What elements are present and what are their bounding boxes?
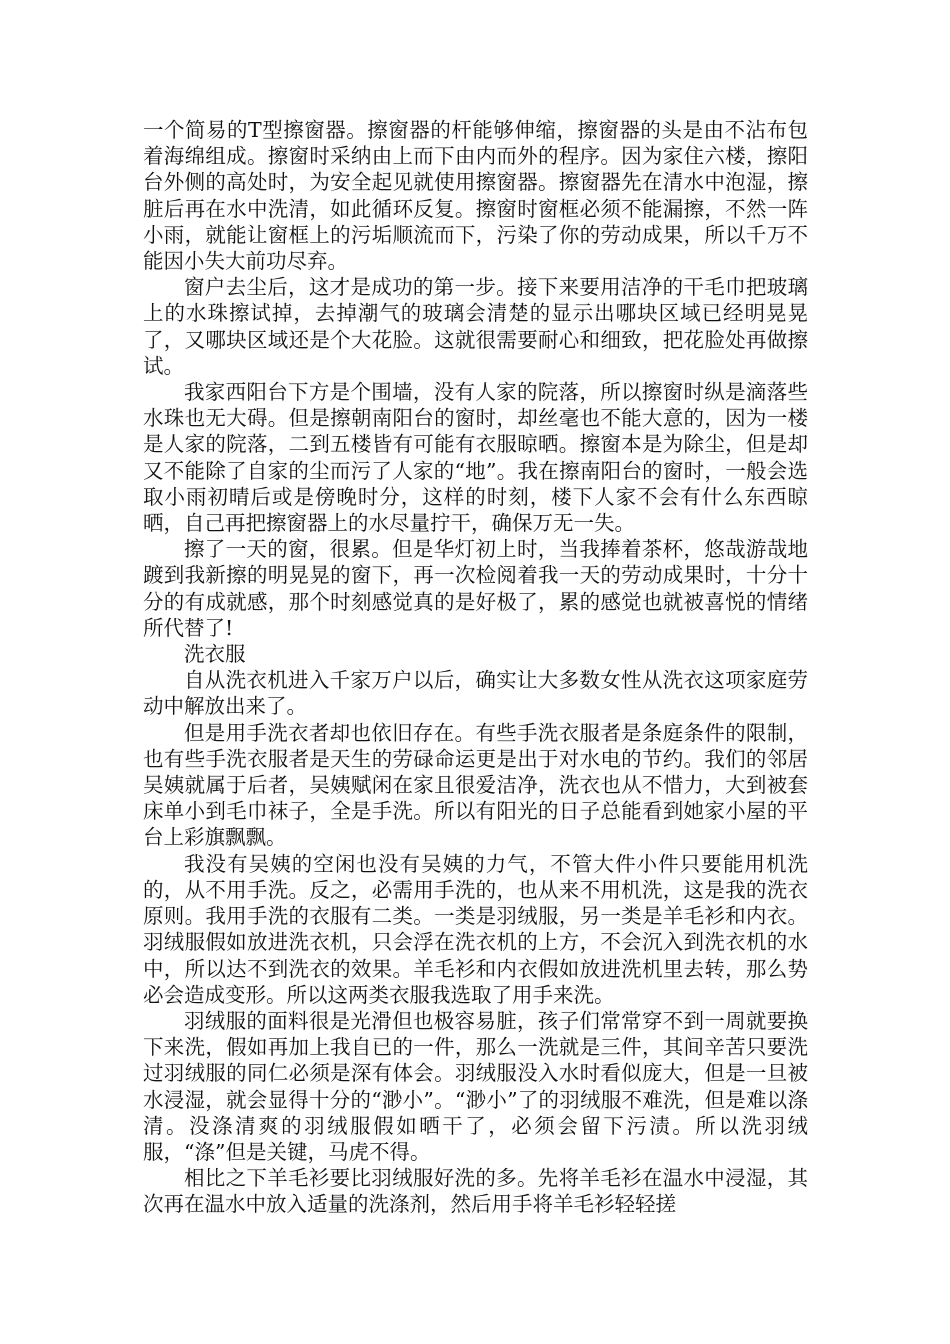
paragraph-7: 但是用手洗衣者却也依旧存在。有些手洗衣服者是条庭条件的限制，也有些手洗衣服者是天生的劳碌命运更是出于对水电的节约。我们的邻居吴姨就属于后者，吴姨赋闲在家且很爱洁净，洗衣也从不惜力，大到被套床单小到毛巾袜子，全是手洗。所以有阳光的日子总能看到她家小屋的平台上彩旗飘飘。 (143, 720, 808, 850)
paragraph-6: 自从洗衣机进入千家万户以后，确实让大多数女性从洗衣这项家庭劳动中解放出来了。 (143, 668, 808, 719)
paragraph-1: 一个简易的T型擦窗器。擦窗器的杆能够伸缩，擦窗器的头是由不沾布包着海绵组成。擦窗时采纳由上而下由内而外的程序。因为家住六楼，擦阳台外侧的高处时，为安全起见就使用擦窗器。擦窗器先在清水中泡湿，擦脏后再在水中洗清，如此循环反复。擦窗时窗框必须不能漏擦，不然一阵小雨，就能让窗框上的污垢顺流而下，污染了你的劳动成果，所以千万不能因小失大前功尽弃。 (143, 118, 808, 274)
paragraph-2: 窗户去尘后，这才是成功的第一步。接下来要用洁净的干毛巾把玻璃上的水珠擦试掉，去掉潮气的玻璃会清楚的显示出哪块区域已经明晃晃了，又哪块区域还是个大花脸。这就很需要耐心和细致，把花脸处再做擦试。 (143, 275, 808, 378)
paragraph-9: 羽绒服的面料很是光滑但也极容易脏，孩子们常常穿不到一周就要换下来洗，假如再加上我自已的一件，那么一洗就是三件，其间辛苦只要洗过羽绒服的同仁必须是深有体会。羽绒服没入水时看似庞大，但是一旦被水浸湿，就会显得十分的“渺小”。“渺小”了的羽绒服不难洗，但是难以涤清。没涤清爽的羽绒服假如晒干了，必须会留下污渍。所以洗羽绒服，“涤”但是关键，马虎不得。 (143, 1008, 808, 1164)
document-body (143, 117, 808, 1218)
section-heading-laundry: 洗衣服 (184, 642, 246, 667)
paragraph-4: 擦了一天的窗，很累。但是华灯初上时，当我捧着茶杯，悠哉游哉地踱到我新擦的明晃晃的窗下，再一次检阅着我一天的劳动成果时，十分十分的有成就感，那个时刻感觉真的是好极了，累的感觉也就被喜悦的情绪所代替了! (143, 537, 808, 640)
paragraph-8: 我没有吴姨的空闲也没有吴姨的力气，不管大件小件只要能用机洗的，从不用手洗。反之，必需用手洗的，也从来不用机洗，这是我的洗衣原则。我用手洗的衣服有二类。一类是羽绒服，另一类是羊毛衫和内衣。羽绒服假如放进洗衣机，只会浮在洗衣机的上方，不会沉入到洗衣机的水中，所以达不到洗衣的效果。羊毛衫和内衣假如放进洗机里去转，那么势必会造成变形。所以这两类衣服我选取了用手来洗。 (143, 851, 808, 1007)
paragraph-3: 我家西阳台下方是个围墙，没有人家的院落，所以擦窗时纵是滴落些水珠也无大碍。但是擦朝南阳台的窗时，却丝毫也不能大意的，因为一楼是人家的院落，二到五楼皆有可能有衣服晾晒。擦窗本是为除尘，但是却又不能除了自家的尘而污了人家的“地”。我在擦南阳台的窗时，一般会选取小雨初晴后或是傍晚时分，这样的时刻，楼下人家不会有什么东西晾晒，自己再把擦窗器上的水尽量拧干，确保万无一失。 (143, 380, 808, 536)
paragraph-10: 相比之下羊毛衫要比羽绒服好洗的多。先将羊毛衫在温水中浸湿，其次再在温水中放入适量的洗涤剂，然后用手将羊毛衫轻轻搓 (143, 1166, 808, 1217)
